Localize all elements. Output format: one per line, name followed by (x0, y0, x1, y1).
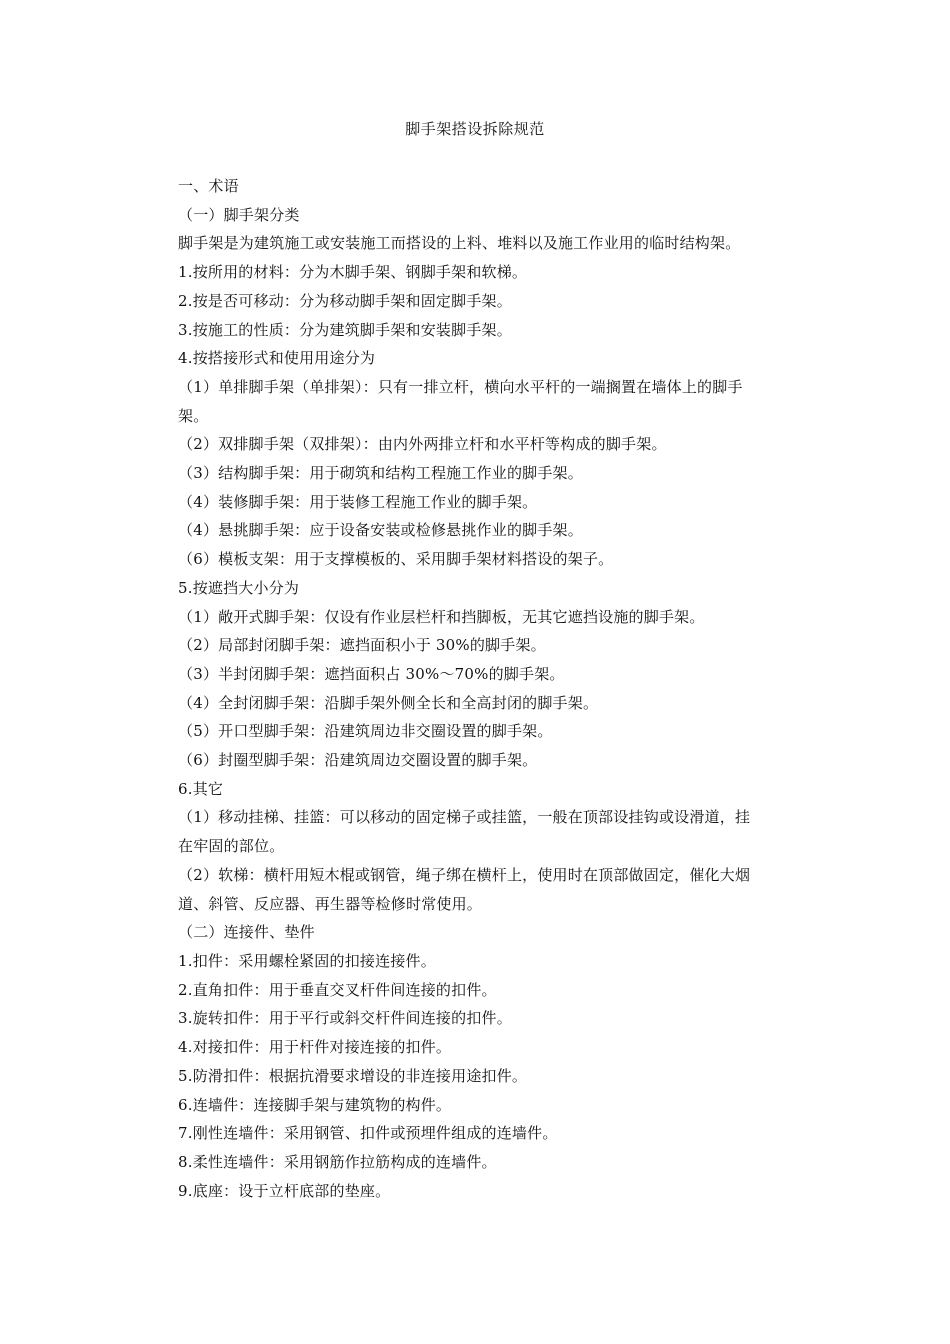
list-subitem: （2）局部封闭脚手架：遮挡面积小于 30%的脚手架。 (178, 636, 546, 655)
list-item: 6.其它 (178, 779, 224, 798)
list-item: 9.底座：设于立杆底部的垫座。 (178, 1181, 391, 1200)
list-subitem: （4）装修脚手架：用于装修工程施工作业的脚手架。 (178, 492, 538, 511)
list-subitem: （6）模板支架：用于支撑模板的、采用脚手架材料搭设的架子。 (178, 550, 614, 569)
list-subitem: （3）结构脚手架：用于砌筑和结构工程施工作业的脚手架。 (178, 464, 583, 483)
document-body (178, 172, 814, 1205)
list-item: 7.刚性连墙件：采用钢管、扣件或预埋件组成的连墙件。 (178, 1124, 558, 1143)
list-item: 2.直角扣件：用于垂直交叉杆件间连接的扣件。 (178, 980, 497, 999)
subsection-heading: （二）连接件、垫件 (178, 923, 315, 942)
list-subitem: （1）移动挂梯、挂篮：可以移动的固定梯子或挂篮，一般在顶部设挂钩或设滑道，挂 (178, 808, 751, 827)
subsection-heading: （一）脚手架分类 (178, 205, 300, 224)
list-item: 6.连墙件：连接脚手架与建筑物的构件。 (178, 1095, 452, 1114)
list-subitem: （2）软梯：横杆用短木棍或钢管，绳子绑在横杆上，使用时在顶部做固定，催化大烟 (178, 865, 751, 884)
list-subitem: （2）双排脚手架（双排架）：由内外两排立杆和水平杆等构成的脚手架。 (178, 435, 667, 454)
list-item: 2.按是否可移动：分为移动脚手架和固定脚手架。 (178, 291, 512, 310)
list-item: 3.按施工的性质：分为建筑脚手架和安装脚手架。 (178, 320, 512, 339)
list-item: 5.按遮挡大小分为 (178, 578, 300, 597)
section-heading: 一、术语 (178, 177, 239, 195)
list-subitem: （5）开口型脚手架：沿建筑周边非交圈设置的脚手架。 (178, 722, 553, 741)
list-subitem: （6）封圈型脚手架：沿建筑周边交圈设置的脚手架。 (178, 751, 538, 770)
list-item: 1.按所用的材料：分为木脚手架、钢脚手架和软梯。 (178, 263, 528, 282)
list-item: 8.柔性连墙件：采用钢筋作拉筋构成的连墙件。 (178, 1152, 497, 1171)
list-item: 4.对接扣件：用于杆件对接连接的扣件。 (178, 1038, 452, 1057)
list-subitem: （1）单排脚手架（单排架）：只有一排立杆，横向水平杆的一端搁置在墙体上的脚手 (178, 377, 743, 396)
list-subitem: （4）悬挑脚手架：应于设备安装或检修悬挑作业的脚手架。 (178, 521, 583, 540)
list-item: 3.旋转扣件：用于平行或斜交杆件间连接的扣件。 (178, 1009, 512, 1028)
list-subitem-continuation: 在牢固的部位。 (178, 837, 285, 856)
list-subitem: （4）全封闭脚手架：沿脚手架外侧全长和全高封闭的脚手架。 (178, 693, 599, 712)
paragraph-line: 脚手架是为建筑施工或安装施工而搭设的上料、堆料以及施工作业用的临时结构架。 (178, 234, 741, 253)
list-item: 4.按搭接形式和使用用途分为 (178, 349, 376, 368)
list-subitem: （3）半封闭脚手架：遮挡面积占 30%～70%的脚手架。 (178, 664, 565, 683)
list-item: 5.防滑扣件：根据抗滑要求增设的非连接用途扣件。 (178, 1066, 528, 1085)
list-item: 1.扣件：采用螺栓紧固的扣接连接件。 (178, 951, 436, 970)
list-subitem: （1）敞开式脚手架：仅设有作业层栏杆和挡脚板，无其它遮挡设施的脚手架。 (178, 607, 705, 626)
document-title: 脚手架搭设拆除规范 (405, 120, 545, 138)
list-subitem-continuation: 道、斜管、反应器、再生器等检修时常使用。 (178, 894, 483, 913)
list-subitem-continuation: 架。 (178, 406, 209, 425)
